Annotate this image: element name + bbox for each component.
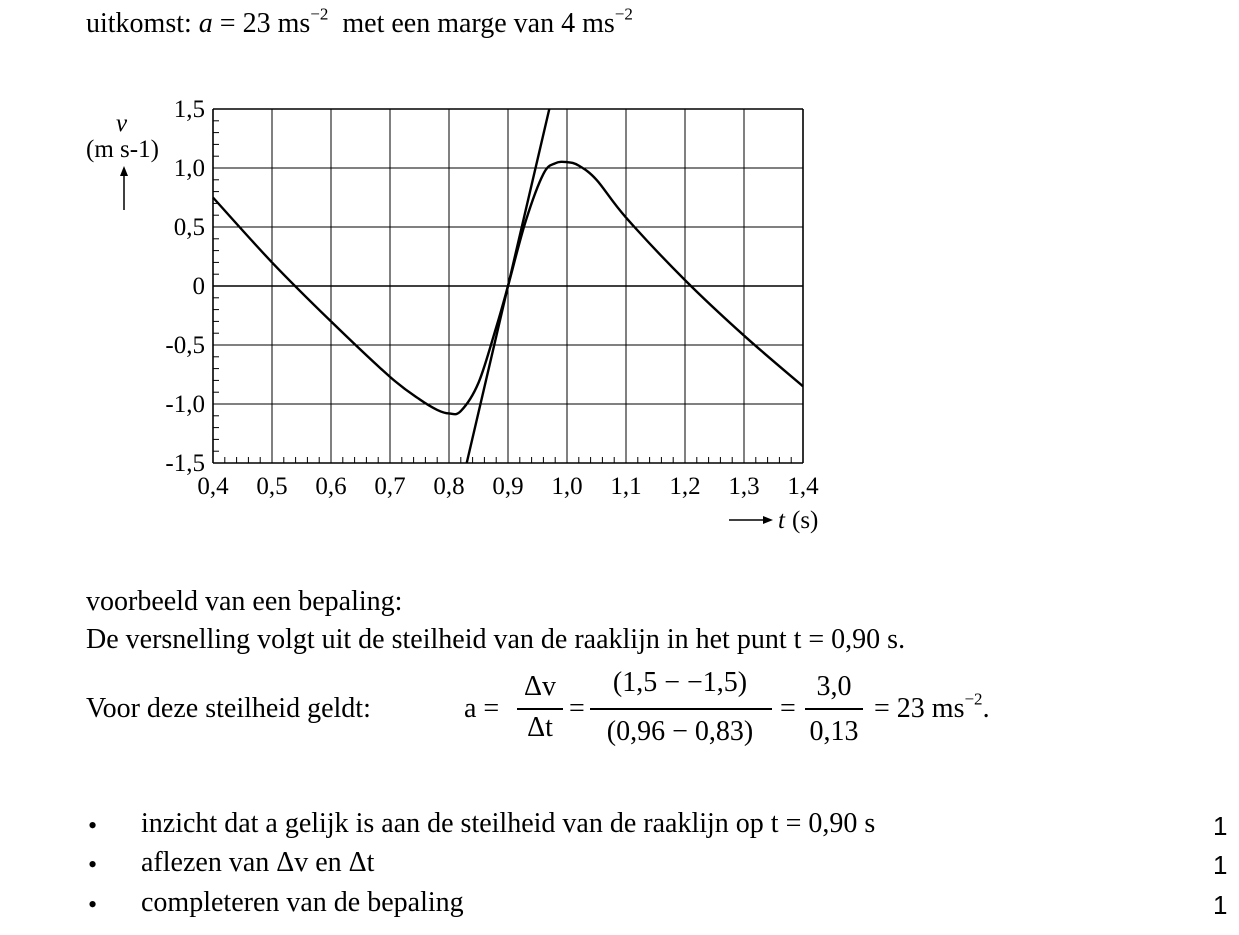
formula-a (464, 693, 499, 725)
result-margin: 4 ms (561, 8, 615, 39)
result-prefix: uitkomst: (86, 8, 192, 39)
y-tick-label: 0,5 (173, 214, 205, 241)
x-tick-label: 1,1 (610, 473, 642, 500)
example-intro: voorbeeld van een bepaling: (86, 586, 403, 617)
x-tick-label: 0,8 (433, 473, 465, 500)
y-tick-label: -1,5 (165, 450, 205, 477)
criterion-points: 1 (1213, 850, 1228, 880)
formula-final-end: . (982, 693, 990, 724)
criterion-text: completeren van de bepaling (141, 887, 464, 918)
formula-final-exp: −2 (964, 689, 983, 709)
frac-dt: Δt (527, 712, 553, 743)
x-tick-label: 0,6 (315, 473, 347, 500)
x-axis-var: t (778, 507, 785, 534)
frac-num2: 3,0 (816, 671, 852, 702)
y-tick-label: -1,0 (165, 391, 205, 418)
y-tick-label: 0 (192, 273, 205, 300)
criterion-points: 1 (1213, 811, 1228, 841)
result-var: a (198, 8, 213, 39)
eq-sign-1: = (569, 693, 585, 724)
criterion-bullet: • (88, 850, 98, 879)
y-axis-var: v (116, 110, 128, 137)
example-line2-prefix: Voor deze steilheid geldt: (86, 693, 371, 724)
y-axis-arrowhead (120, 166, 128, 176)
criterion-bullet: • (88, 890, 98, 919)
y-axis-label (86, 110, 159, 210)
frac-den2: 0,13 (809, 716, 859, 747)
formula-final-text: = 23 ms (874, 693, 965, 724)
formula-final (874, 689, 990, 725)
criterion-text: aflezen van Δv en Δt (141, 847, 375, 878)
x-axis-arrowhead (763, 516, 773, 524)
criterion-points: 1 (1213, 890, 1228, 920)
x-axis-label (729, 507, 818, 534)
example-line1: De versnelling volgt uit de steilheid van de raaklijn in het punt t = 0,90 s. (86, 624, 906, 655)
y-axis-unit: (m s-1) (86, 136, 159, 163)
criterion-text: inzicht dat a gelijk is aan de steilheid van de raaklijn op t = 0,90 s (141, 808, 876, 839)
x-tick-label: 1,2 (669, 473, 701, 500)
fracbar-3 (805, 708, 863, 710)
x-axis-unit: (s) (792, 507, 819, 534)
fracbar-1 (517, 708, 563, 710)
x-tick-label: 0,4 (197, 473, 229, 500)
x-tick-label: 0,7 (374, 473, 406, 500)
y-tick-label: 1,0 (173, 155, 205, 182)
y-tick-label: 1,5 (173, 96, 205, 123)
result-value: = 23 ms (212, 8, 311, 39)
result-mid: met een marge van (342, 8, 555, 39)
frac-den1: (0,96 − 0,83) (606, 716, 754, 747)
x-tick-label: 0,9 (492, 473, 524, 500)
x-tick-label: 1,4 (787, 473, 819, 500)
result-exp: −2 (310, 4, 329, 24)
criterion-bullet: • (88, 811, 98, 840)
fracbar-2 (590, 708, 772, 710)
result-margin-exp: −2 (614, 4, 633, 24)
frac-dv: Δv (523, 671, 556, 702)
chart-tick-labels (165, 96, 819, 500)
x-tick-label: 0,5 (256, 473, 288, 500)
y-tick-label: -0,5 (165, 332, 205, 359)
x-tick-label: 1,3 (728, 473, 760, 500)
eq-sign-2: = (780, 693, 796, 724)
frac-num1: (1,5 − −1,5) (612, 667, 748, 698)
x-tick-label: 1,0 (551, 473, 583, 500)
formula-a-text: a = (464, 693, 500, 724)
